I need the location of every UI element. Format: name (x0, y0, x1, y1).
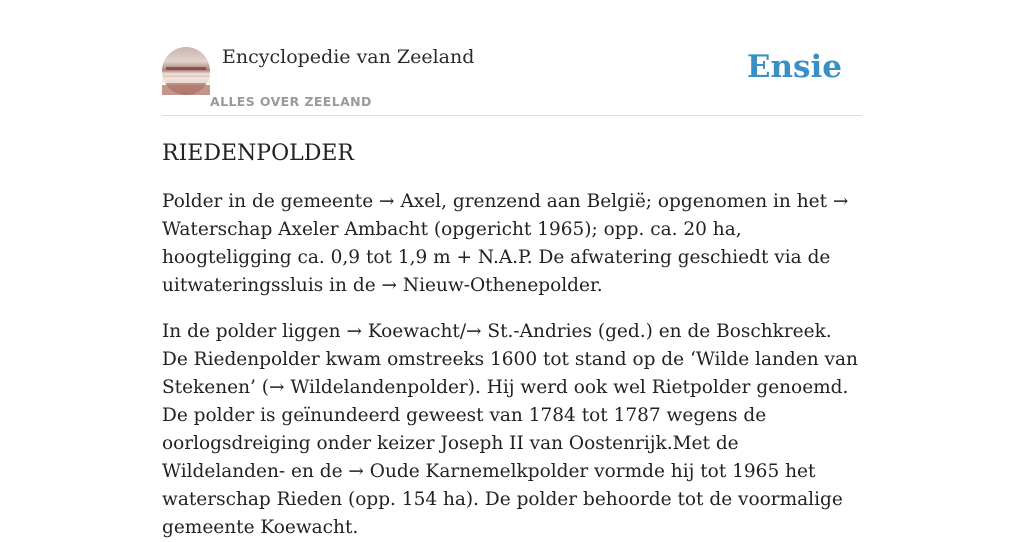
avatar-detail (162, 77, 210, 83)
site-avatar-icon[interactable] (162, 47, 210, 95)
entry-paragraph: Polder in de gemeente → Axel, grenzend aan België; opgenomen in het → Waterschap Axeler Ambacht (opgericht 1965); opp. ca. 20 ha, hoogteligging ca. 0,9 tot 1,9 m + N.A.P. De afwatering geschiedt via de uitwateringssluis in de → Nieuw-Othenepolder. (162, 191, 849, 296)
site-subtitle: ALLES OVER ZEELAND (210, 94, 372, 109)
entry-content (162, 138, 862, 542)
entry-paragraph: In de polder liggen → Koewacht/→ St.-Andries (ged.) en de Boschkreek. De Riedenpolder kwam omstreeks 1600 tot stand op de ‘Wilde landen van Stekenen’ (→ Wildelandenpolder). Hij werd ook wel Rietpolder genoemd. De polder is geïnundeerd geweest van 1784 tot 1787 wegens de oorlogsdreiging onder keizer Joseph II van Oostenrijk.Met de Wildelanden- en de → Oude Karnemelkpolder vormde hij tot 1965 het waterschap Rieden (opp. 154 ha). De polder behoorde tot de voormalige gemeente Koewacht. (162, 321, 858, 538)
entry-title: RIEDENPOLDER (162, 141, 354, 166)
avatar-detail (166, 67, 206, 70)
site-header (162, 44, 862, 116)
site-title-link[interactable]: Encyclopedie van Zeeland (222, 46, 475, 68)
ensie-logo-link[interactable]: Ensie (746, 49, 842, 85)
avatar-detail (162, 85, 210, 95)
